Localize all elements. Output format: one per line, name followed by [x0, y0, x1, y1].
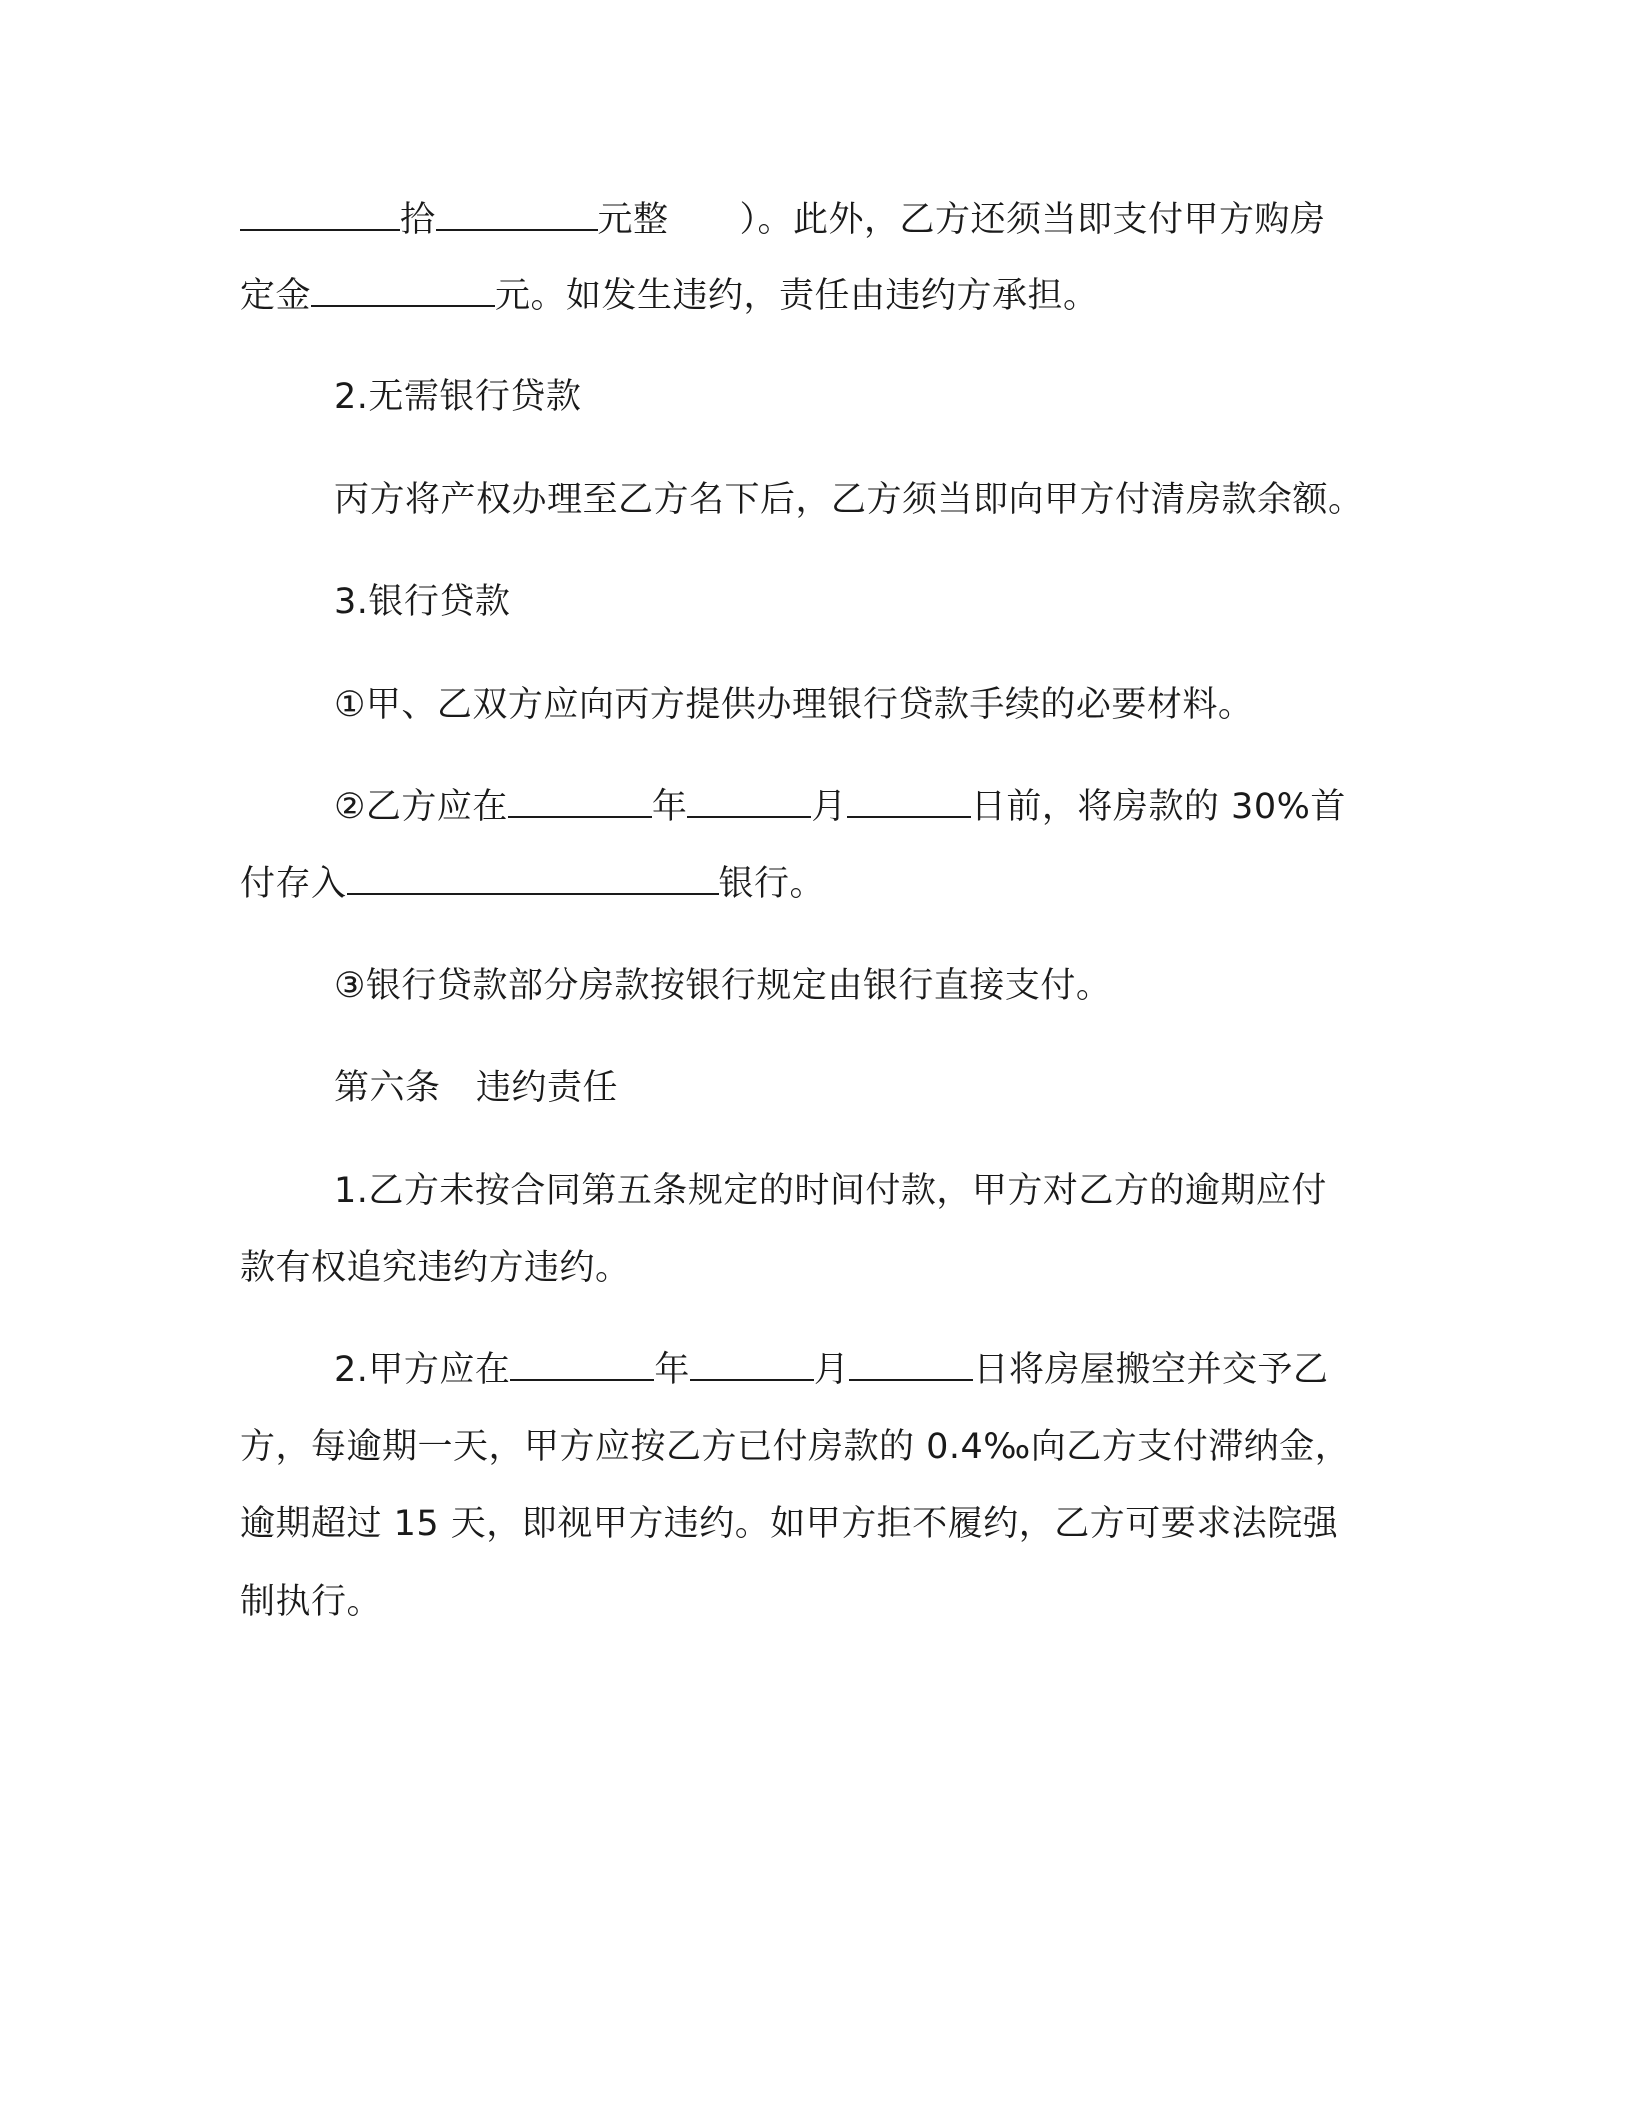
blank-field[interactable] [436, 199, 598, 231]
blank-field[interactable] [849, 1349, 973, 1381]
line-2: 定金 元。如发生违约，责任由违约方承担。 [240, 276, 1099, 316]
blank-field[interactable] [687, 786, 811, 818]
blank-field[interactable] [347, 863, 719, 895]
blank-field[interactable] [510, 1349, 654, 1381]
blank-field[interactable] [690, 1349, 814, 1381]
paragraph: ①甲、乙双方应向丙方提供办理银行贷款手续的必要材料。 [334, 685, 1254, 725]
paragraph-cont: 制执行。 [240, 1582, 383, 1622]
line-13: 2.甲方应在 年 月 日将房屋搬空并交予乙 [334, 1350, 1329, 1390]
line-1: 拾 元整 ）。此外，乙方还须当即支付甲方购房 [240, 196, 1326, 244]
paragraph: 1.乙方未按合同第五条规定的时间付款，甲方对乙方的逾期应付 [334, 1171, 1327, 1211]
paragraph-cont: 方，每逾期一天，甲方应按乙方已付房款的 0.4‰向乙方支付滞纳金， [240, 1427, 1351, 1467]
blank-field[interactable] [508, 786, 652, 818]
line-7: ②乙方应在 年 月 日前，将房款的 30%首 [334, 787, 1346, 827]
section-heading: 2.无需银行贷款 [334, 377, 582, 417]
paragraph-cont: 款有权追究违约方违约。 [240, 1248, 631, 1288]
section-heading: 3.银行贷款 [334, 582, 511, 622]
paragraph-cont: 逾期超过 15 天，即视甲方违约。如甲方拒不履约，乙方可要求法院强 [240, 1504, 1339, 1544]
paragraph: 丙方将产权办理至乙方名下后，乙方须当即向甲方付清房款余额。 [334, 480, 1364, 520]
paragraph: ③银行贷款部分房款按银行规定由银行直接支付。 [334, 966, 1112, 1006]
blank-field[interactable] [847, 786, 971, 818]
line-8: 付存入 银行。 [240, 864, 826, 904]
article-heading: 第六条 违约责任 [334, 1068, 619, 1108]
blank-field[interactable] [311, 275, 495, 307]
blank-field[interactable] [240, 199, 400, 231]
